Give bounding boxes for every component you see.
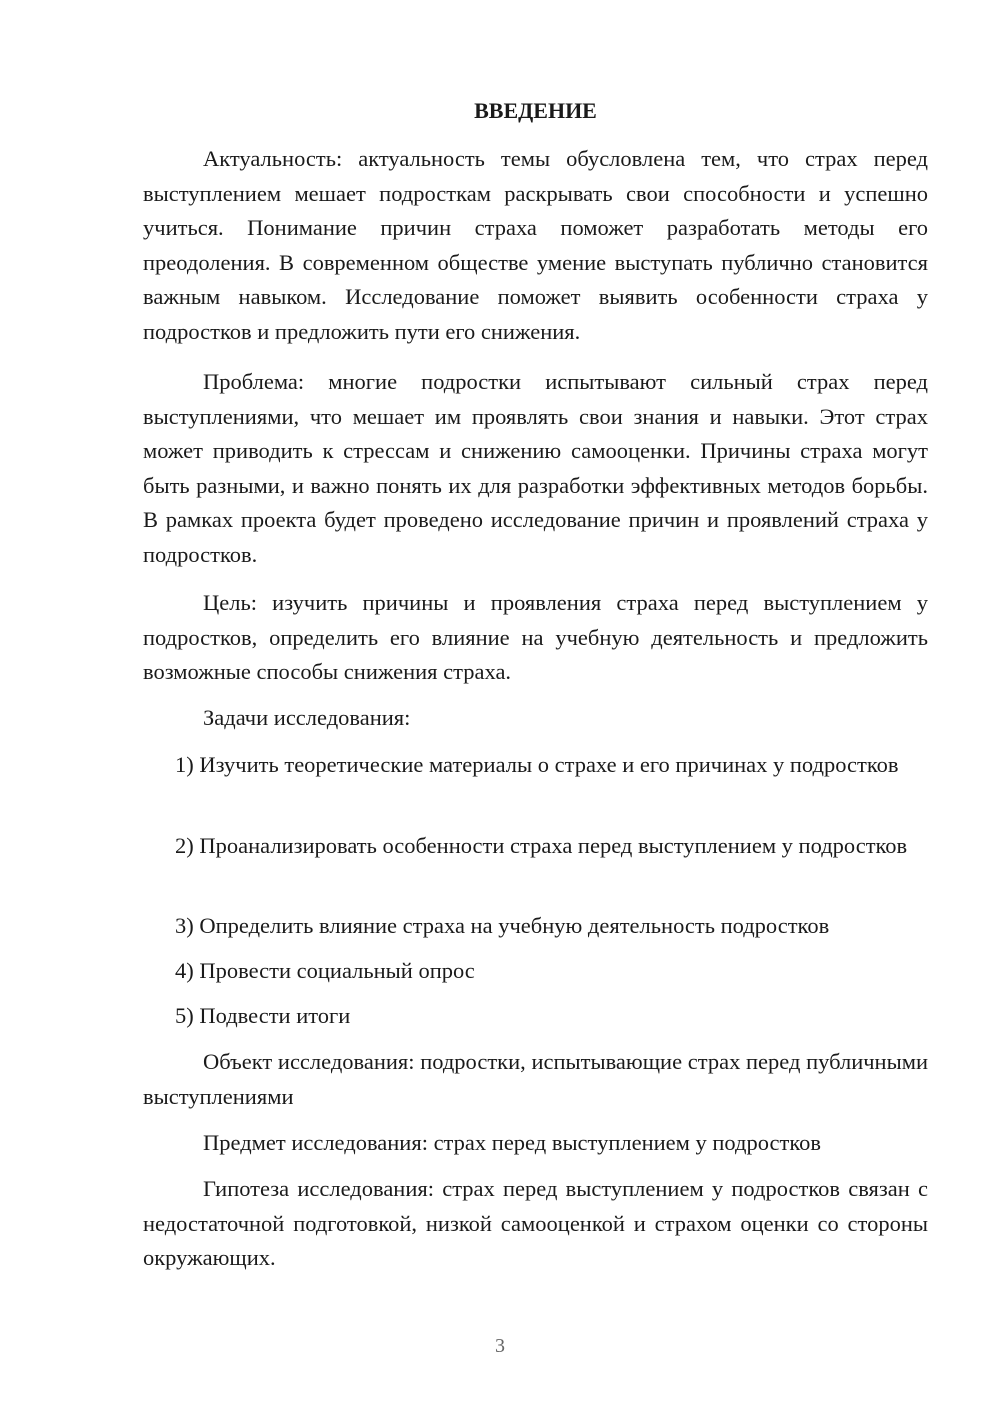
- task-item-3: 3) Определить влияние страха на учебную деятельность подростков: [175, 913, 830, 938]
- task-item-4: 4) Провести социальный опрос: [175, 958, 475, 983]
- paragraph-goal: Цель: изучить причины и проявления страха перед выступлением у подростков, определить его влияние на учебную деятельность и предложить возможные способы снижения страха.: [143, 590, 928, 685]
- paragraph-subject: Предмет исследования: страх перед выступлением у подростков: [203, 1130, 822, 1155]
- task-item-5: 5) Подвести итоги: [175, 1003, 351, 1028]
- paragraph-hypothesis: Гипотеза исследования: страх перед выступлением у подростков связан с недостаточной подготовкой, низкой самооценкой и страхом оценки со стороны окружающих.: [143, 1176, 928, 1271]
- tasks-heading: Задачи исследования:: [203, 705, 411, 730]
- page-number: 3: [495, 1335, 505, 1357]
- document-page: [143, 0, 928, 1414]
- paragraph-object: Объект исследования: подростки, испытывающие страх перед публичными выступлениями: [143, 1049, 928, 1109]
- paragraph-problem: Проблема: многие подростки испытывают сильный страх перед выступлениями, что мешает им проявлять свои знания и навыки. Этот страх может приводить к стрессам и снижению самооценки. Причины страха могут быть разными, и важно понять их для разработки эффективных методов борьбы. В рамках проекта будет проведено исследование причин и проявлений страха у подростков.: [143, 369, 928, 567]
- task-item-2: 2) Проанализировать особенности страха перед выступлением у подростков: [175, 833, 908, 858]
- paragraph-relevance: Актуальность: актуальность темы обусловлена тем, что страх перед выступлением мешает подросткам раскрывать свои способности и успешно учиться. Понимание причин страха поможет разработать методы его преодоления. В современном обществе умение выступать публично становится важным навыком. Исследование поможет выявить особенности страха у подростков и предложить пути его снижения.: [143, 146, 928, 344]
- page-title: ВВЕДЕНИЕ: [474, 98, 597, 123]
- task-item-1: 1) Изучить теоретические материалы о страхе и его причинах у подростков: [175, 752, 899, 777]
